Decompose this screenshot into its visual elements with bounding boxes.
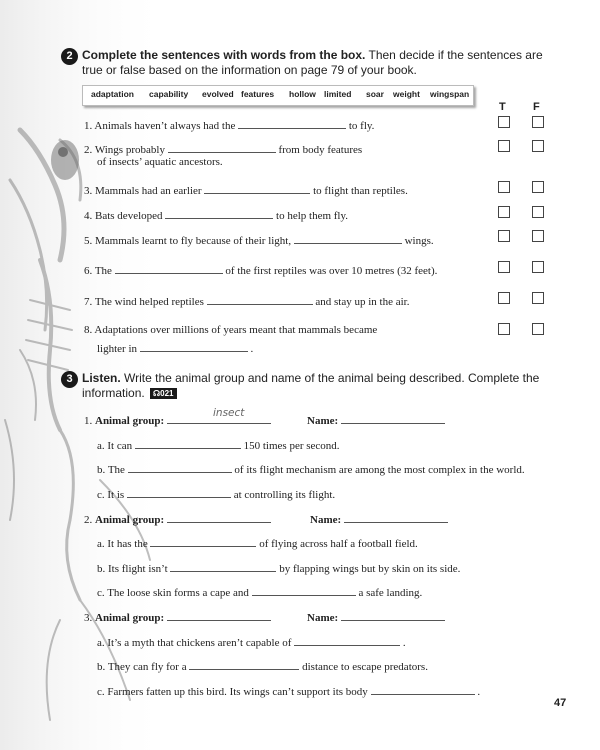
- answer-blank[interactable]: [128, 461, 232, 473]
- item-1b: b. The of its flight mechanism are among the most complex in the world.: [97, 461, 525, 476]
- answer-blank[interactable]: [252, 584, 356, 596]
- word-box-item: capability: [149, 89, 189, 99]
- answer-blank[interactable]: [371, 683, 475, 695]
- exercise-2-instruction-line2: true or false based on the information on page 79 of your book.: [82, 63, 417, 77]
- word-box-item: adaptation: [91, 89, 134, 99]
- true-checkbox-3[interactable]: [498, 181, 510, 193]
- item-2b: b. Its flight isn’t by flapping wings but by skin on its side.: [97, 560, 460, 575]
- sentence-7: 7. The wind helped reptiles and stay up in the air.: [84, 293, 409, 308]
- sentence-3: 3. Mammals had an earlier to flight than reptiles.: [84, 182, 408, 197]
- animal-group-2-row: 2. Animal group:: [84, 511, 271, 526]
- item-3b: b. They can fly for a distance to escape predators.: [97, 658, 428, 673]
- false-checkbox-3[interactable]: [532, 181, 544, 193]
- true-checkbox-7[interactable]: [498, 292, 510, 304]
- exercise-3-instruction-line2: information. ☊021: [82, 386, 177, 401]
- answer-blank[interactable]: [294, 634, 400, 646]
- item-3a: a. It’s a myth that chickens aren’t capable of .: [97, 634, 406, 649]
- answer-blank[interactable]: [168, 141, 276, 153]
- sentence-2-line2: of insects’ aquatic ancestors.: [97, 156, 223, 168]
- false-checkbox-6[interactable]: [532, 261, 544, 273]
- false-checkbox-2[interactable]: [532, 140, 544, 152]
- true-column-header: T: [499, 101, 506, 113]
- animal-group-2-input[interactable]: [167, 511, 271, 523]
- sentence-8-line2: lighter in .: [97, 340, 253, 355]
- exercise-2-instruction: [82, 48, 543, 63]
- sentence-1: 1. Animals haven’t always had the to fly.: [84, 117, 374, 132]
- true-checkbox-5[interactable]: [498, 230, 510, 242]
- answer-blank[interactable]: [189, 658, 299, 670]
- answer-blank[interactable]: [115, 262, 223, 274]
- item-1c: c. It is at controlling its flight.: [97, 486, 335, 501]
- sentence-8: 8. Adaptations over millions of years meant that mammals became: [84, 324, 378, 336]
- item-3c: c. Farmers fatten up this bird. Its wings can’t support its body .: [97, 683, 480, 698]
- false-column-header: F: [533, 101, 540, 113]
- answer-blank[interactable]: [150, 535, 256, 547]
- true-checkbox-8[interactable]: [498, 323, 510, 335]
- word-box-item: weight: [393, 89, 420, 99]
- exercise-3-instruction: [82, 371, 539, 386]
- page-number: 47: [554, 697, 567, 709]
- answer-blank[interactable]: [165, 207, 273, 219]
- exercise-2-title: Complete the sentences with words from the box.: [82, 48, 366, 62]
- animal-group-1-row: 1. Animal group:: [84, 412, 271, 427]
- item-2a: a. It has the of flying across half a football field.: [97, 535, 418, 550]
- headphones-icon: ☊: [153, 389, 161, 398]
- exercise-3-number: 3: [61, 371, 78, 388]
- word-box-item: hollow: [289, 89, 316, 99]
- false-checkbox-7[interactable]: [532, 292, 544, 304]
- answer-blank[interactable]: [207, 293, 313, 305]
- animal-name-3-row: Name:: [307, 609, 445, 624]
- sentence-4: 4. Bats developed to help them fly.: [84, 207, 348, 222]
- exercise-2-instruction-rest: Then decide if the sentences are: [365, 48, 543, 62]
- animal-name-1-input[interactable]: [341, 412, 445, 424]
- true-checkbox-2[interactable]: [498, 140, 510, 152]
- word-box-item: wingspan: [430, 89, 470, 99]
- item-2c: c. The loose skin forms a cape and a safe landing.: [97, 584, 422, 599]
- sentence-6: 6. The of the first reptiles was over 10 metres (32 feet).: [84, 262, 437, 277]
- false-checkbox-1[interactable]: [532, 116, 544, 128]
- sentence-2: 2. Wings probably from body features: [84, 141, 362, 156]
- animal-group-3-input[interactable]: [167, 609, 271, 621]
- answer-blank[interactable]: [135, 437, 241, 449]
- answer-blank[interactable]: [238, 117, 346, 129]
- animal-name-1-row: Name:: [307, 412, 445, 427]
- word-box: [82, 85, 474, 106]
- sentence-5: 5. Mammals learnt to fly because of their light, wings.: [84, 232, 434, 247]
- word-box-item: evolved: [202, 89, 234, 99]
- answer-blank[interactable]: [294, 232, 402, 244]
- animal-name-3-input[interactable]: [341, 609, 445, 621]
- exercise-3-title: Listen.: [82, 371, 121, 385]
- animal-group-3-row: 3. Animal group:: [84, 609, 271, 624]
- item-1a: a. It can 150 times per second.: [97, 437, 340, 452]
- true-checkbox-6[interactable]: [498, 261, 510, 273]
- false-checkbox-8[interactable]: [532, 323, 544, 335]
- audio-track-badge[interactable]: ☊021: [150, 388, 176, 399]
- animal-group-1-handwritten-answer: insect: [213, 407, 245, 419]
- word-box-item: soar: [366, 89, 384, 99]
- animal-name-2-input[interactable]: [344, 511, 448, 523]
- false-checkbox-5[interactable]: [532, 230, 544, 242]
- animal-name-2-row: Name:: [310, 511, 448, 526]
- word-box-item: features: [241, 89, 275, 99]
- word-box-item: limited: [324, 89, 352, 99]
- exercise-3-instruction-rest: Write the animal group and name of the animal being described. Complete the: [120, 371, 540, 385]
- exercise-2-number: 2: [61, 48, 78, 65]
- true-checkbox-1[interactable]: [498, 116, 510, 128]
- true-checkbox-4[interactable]: [498, 206, 510, 218]
- false-checkbox-4[interactable]: [532, 206, 544, 218]
- answer-blank[interactable]: [140, 340, 248, 352]
- answer-blank[interactable]: [170, 560, 276, 572]
- answer-blank[interactable]: [127, 486, 231, 498]
- answer-blank[interactable]: [204, 182, 310, 194]
